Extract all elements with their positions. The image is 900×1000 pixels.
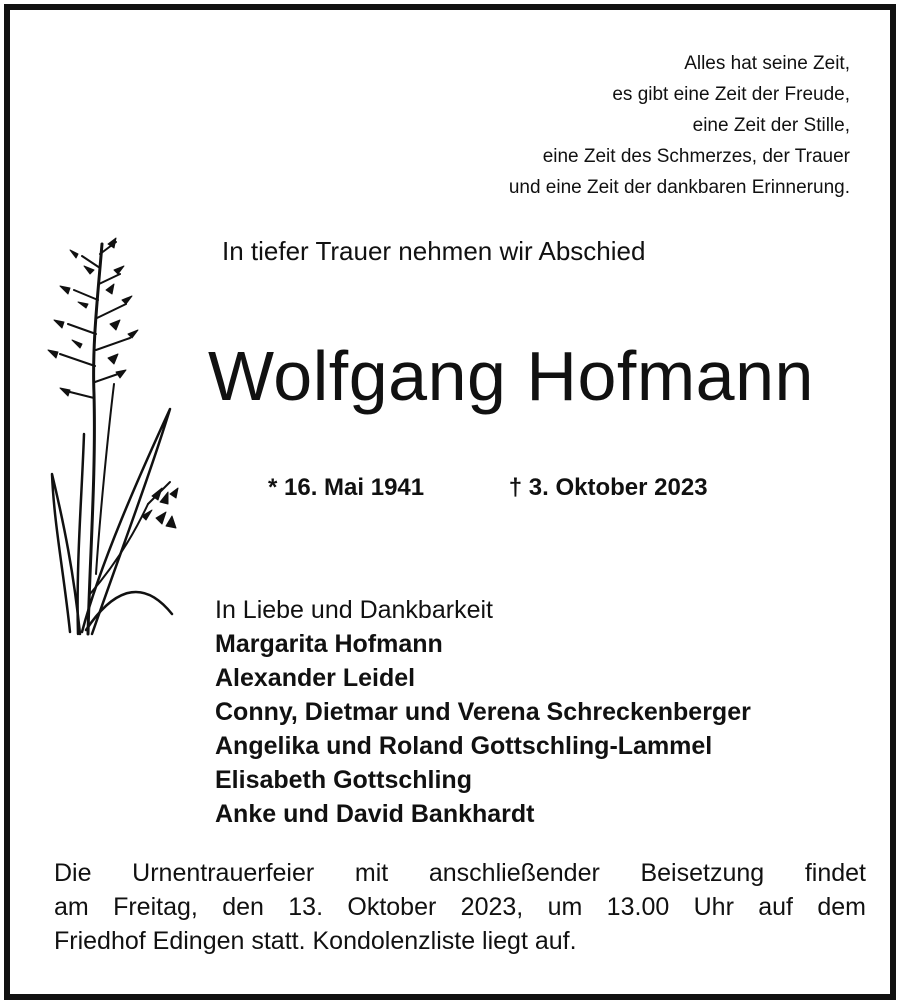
deceased-name: Wolfgang Hofmann xyxy=(208,337,814,415)
motto-line: eine Zeit des Schmerzes, der Trauer xyxy=(542,146,850,167)
birth-date: * 16. Mai 1941 xyxy=(268,474,425,501)
motto-line: Alles hat seine Zeit, xyxy=(684,53,850,74)
motto-line: und eine Zeit der dankbaren Erinnerung. xyxy=(508,177,850,198)
notice-line: Friedhof Edingen statt. Kondolenzliste liegt auf. xyxy=(54,927,577,955)
notice-line: Die Urnentrauerfeier mit anschließender Beisetzung findet xyxy=(54,859,866,887)
motto-line: eine Zeit der Stille, xyxy=(692,115,850,136)
motto-line: es gibt eine Zeit der Freude, xyxy=(612,84,850,105)
life-dates xyxy=(268,474,708,502)
grass-plant-icon xyxy=(30,234,210,654)
mourner-name: Elisabeth Gottschling xyxy=(215,766,472,794)
mourners-lead: In Liebe und Dankbarkeit xyxy=(215,596,493,624)
mourner-name: Anke und David Bankhardt xyxy=(215,800,535,828)
motto-verse xyxy=(509,48,850,203)
mourner-name: Angelika und Roland Gottschling-Lammel xyxy=(215,732,713,760)
obituary-frame xyxy=(4,4,896,1000)
mourners-list xyxy=(215,593,751,831)
notice-line: am Freitag, den 13. Oktober 2023, um 13.00 Uhr auf dem xyxy=(54,893,866,921)
mourner-name: Conny, Dietmar und Verena Schreckenberger xyxy=(215,698,751,726)
mourner-name: Alexander Leidel xyxy=(215,664,416,692)
mourner-name: Margarita Hofmann xyxy=(215,630,443,658)
death-date: † 3. Oktober 2023 xyxy=(508,474,708,501)
intro-line: In tiefer Trauer nehmen wir Abschied xyxy=(222,236,646,266)
funeral-notice xyxy=(54,856,866,958)
